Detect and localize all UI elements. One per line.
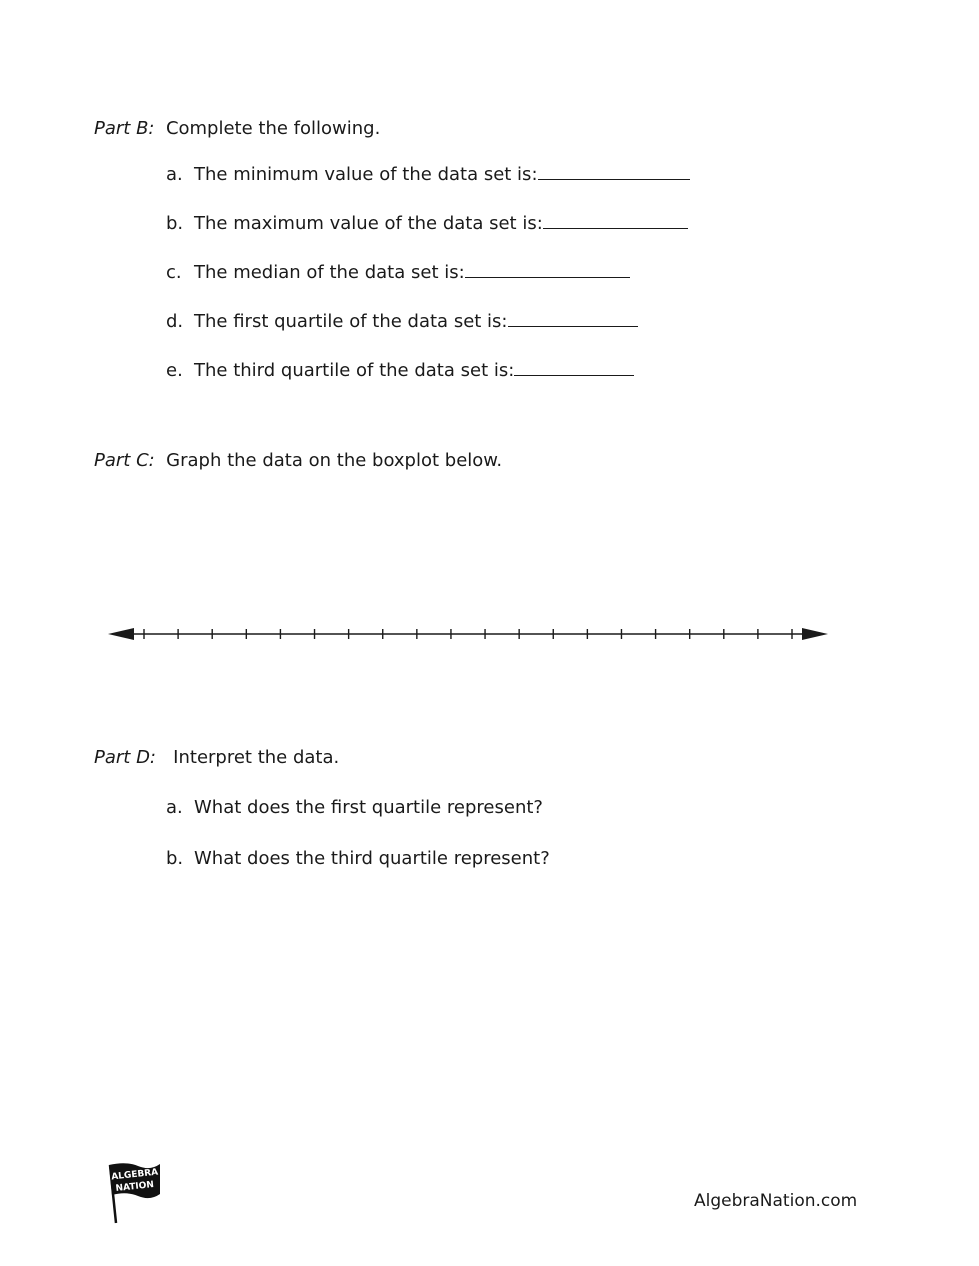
part-d-item-a — [166, 797, 543, 819]
item-text: The median of the data set is: — [194, 262, 465, 283]
item-letter: e. — [166, 360, 183, 381]
part-b-item-a — [166, 162, 690, 186]
item-text: The maximum value of the data set is: — [194, 213, 543, 234]
part-b-heading — [94, 118, 380, 140]
answer-blank-third-quartile[interactable] — [514, 358, 634, 376]
part-d-instruction: Interpret the data. — [173, 747, 340, 768]
item-text: What does the third quartile represent? — [194, 848, 550, 869]
item-letter: b. — [166, 213, 184, 234]
item-letter: a. — [166, 797, 183, 818]
part-c-label: Part C: — [94, 450, 155, 471]
part-b-instruction: Complete the following. — [165, 118, 381, 139]
item-text: The minimum value of the data set is: — [194, 164, 538, 185]
item-text: The first quartile of the data set is: — [194, 311, 508, 332]
answer-blank-minimum[interactable] — [538, 162, 690, 180]
logo-text-line1: ALGEBRA — [110, 1167, 159, 1183]
logo-text-line2: NATION — [115, 1180, 155, 1194]
number-line[interactable] — [108, 620, 828, 648]
part-d-heading — [94, 747, 339, 769]
part-d-label: Part D: — [94, 747, 156, 768]
part-b-label: Part B: — [94, 118, 155, 139]
part-c-heading — [94, 450, 502, 472]
item-letter: a. — [166, 164, 183, 185]
part-d-item-b — [166, 848, 550, 870]
part-c-instruction: Graph the data on the boxplot below. — [166, 450, 503, 471]
part-b-item-c — [166, 260, 630, 284]
right-arrow-icon — [802, 628, 828, 640]
footer-site[interactable]: AlgebraNation.com — [694, 1191, 858, 1211]
item-letter: d. — [166, 311, 184, 332]
algebra-nation-logo — [104, 1161, 164, 1225]
item-letter: c. — [166, 262, 182, 283]
part-b-item-d — [166, 309, 638, 333]
item-text: What does the first quartile represent? — [194, 797, 543, 818]
part-b-item-e — [166, 358, 634, 382]
answer-blank-first-quartile[interactable] — [508, 309, 638, 327]
left-arrow-icon — [108, 628, 134, 640]
item-letter: b. — [166, 848, 184, 869]
answer-blank-maximum[interactable] — [543, 211, 688, 229]
item-text: The third quartile of the data set is: — [194, 360, 515, 381]
answer-blank-median[interactable] — [465, 260, 630, 278]
part-b-item-b — [166, 211, 688, 235]
